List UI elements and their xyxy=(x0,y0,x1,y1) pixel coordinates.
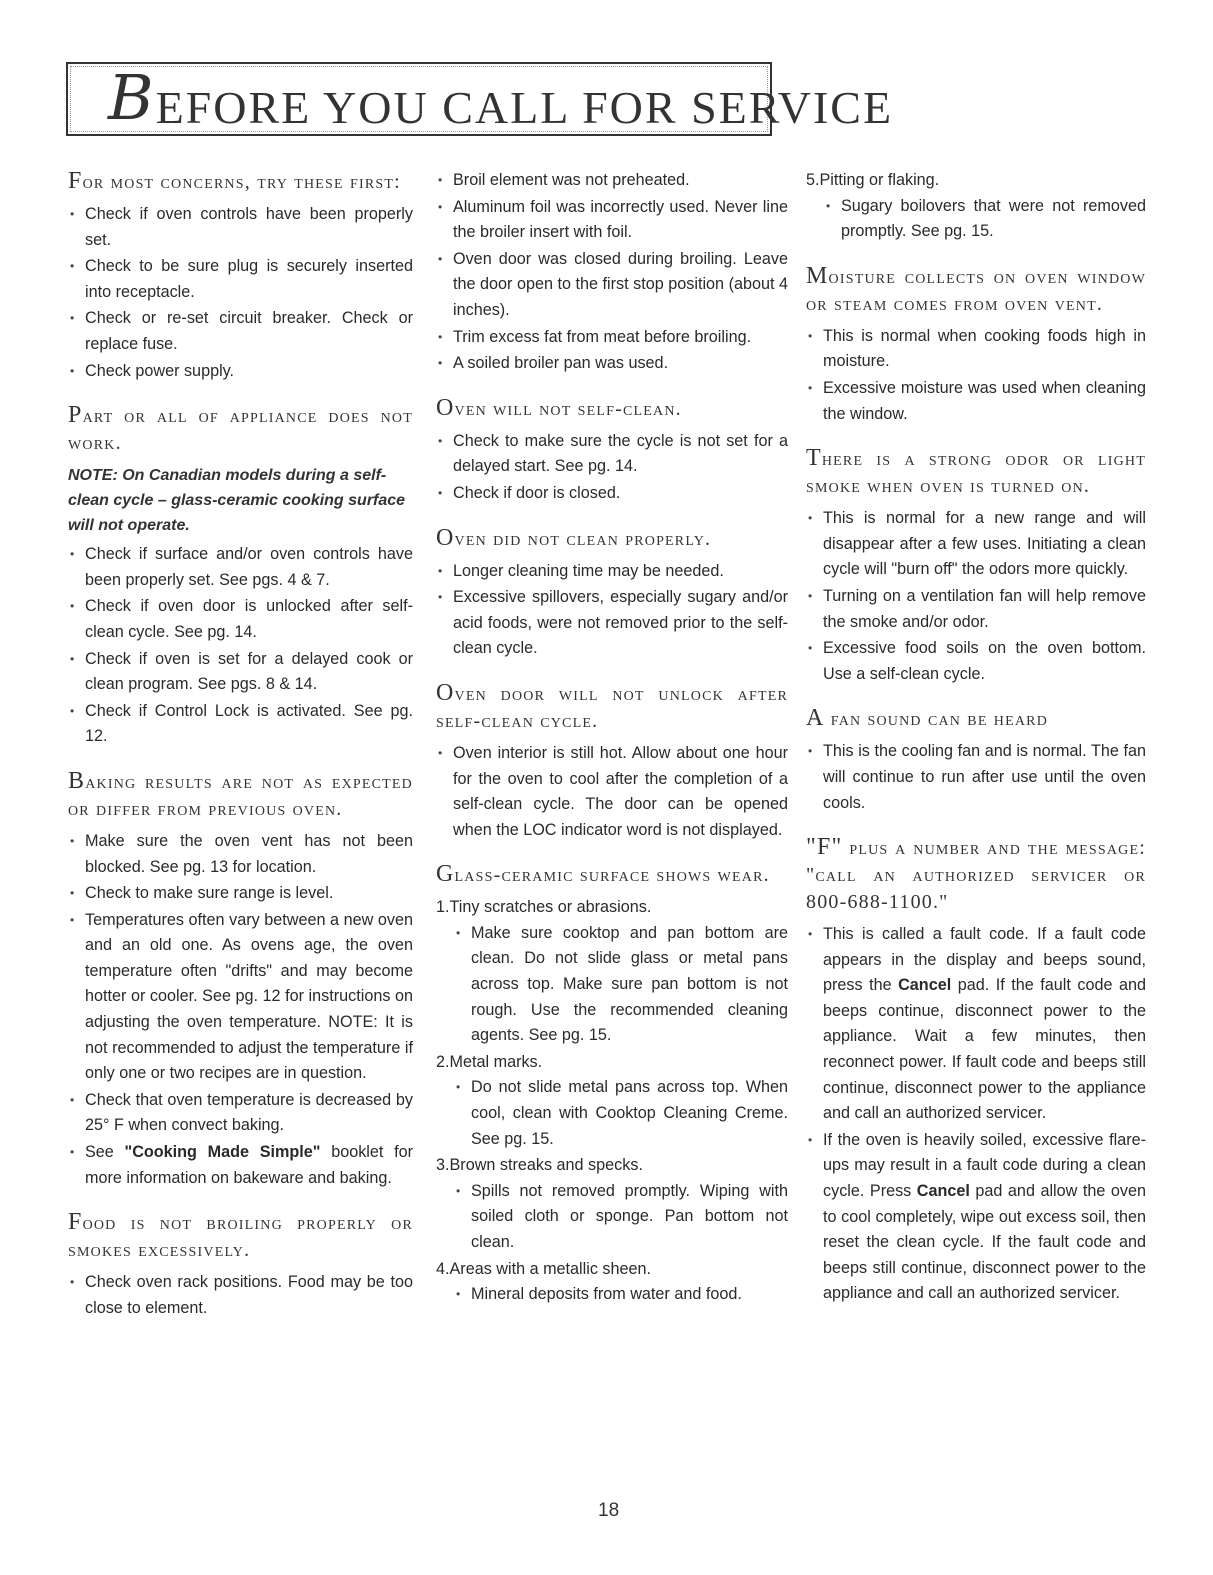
list-item: • Sugary boilovers that were not removed promptly. See pg. 15. xyxy=(824,194,1146,245)
list-item: • Check oven rack positions. Food may be too close to element. xyxy=(68,1270,413,1321)
page-number: 18 xyxy=(598,1500,620,1521)
title-banner xyxy=(66,61,894,136)
heading-baking-results: Baking results are not as expected or differ from previous oven. xyxy=(68,767,413,820)
list-fan-sound xyxy=(806,739,1146,816)
list-item: • This is the cooling fan and is normal. The fan will continue to run after use until the oven cools. xyxy=(806,739,1146,816)
heading-moisture: Moisture collects on oven window or steam comes from oven vent. xyxy=(806,262,1146,315)
heading-most-concerns: For most concerns, try these first: xyxy=(68,168,401,194)
fault2-text-a: If the oven is heavily soiled, excessive flare-ups may result in a fault code during a clean cycle. Press xyxy=(823,1130,1146,1201)
sublist-5 xyxy=(806,194,1146,245)
sublist-3 xyxy=(436,1179,788,1256)
list-item: • Turning on a ventilation fan will help remove the smoke and/or odor. xyxy=(806,584,1146,635)
list-appliance-not-work xyxy=(68,542,413,750)
heading-door-no-unlock: Oven door will not unlock after self-clean cycle. xyxy=(436,679,788,732)
list-item: • Oven interior is still hot. Allow about one hour for the oven to cool after the completion of a self-clean cycle. The door can be opened when the LOC indicator word is not displayed. xyxy=(436,741,788,843)
sublist-1 xyxy=(436,921,788,1049)
list-item: • Trim excess fat from meat before broiling. xyxy=(436,325,788,351)
list-item: • Check to be sure plug is securely inserted into receptacle. xyxy=(68,254,413,305)
list-item: • Check or re-set circuit breaker. Check or replace fuse. xyxy=(68,306,413,357)
sublist-4 xyxy=(436,1282,788,1308)
title-rest: EFORE YOU CALL FOR SERVICE xyxy=(155,82,894,133)
list-item: • Longer cleaning time may be needed. xyxy=(436,559,788,585)
title-initial: B xyxy=(108,61,156,134)
list-item: • Check if oven door is unlocked after self-clean cycle. See pg. 14. xyxy=(68,594,413,645)
numbered-item-3: 3.Brown streaks and specks. xyxy=(436,1156,643,1175)
list-item: • Spills not removed promptly. Wiping with soiled cloth or sponge. Pan bottom not clean. xyxy=(454,1179,788,1256)
list-broiling-continued xyxy=(436,168,788,377)
list-item: • Do not slide metal pans across top. When cool, clean with Cooktop Cleaning Creme. See pg. 15. xyxy=(454,1075,788,1152)
heading-glass-ceramic-wear: Glass-ceramic surface shows wear. xyxy=(436,861,770,888)
list-item: • Make sure cooktop and pan bottom are clean. Do not slide glass or metal pans across top. Make sure pan bottom is not rough. Use the recommended cleaning agents. See pg. 15. xyxy=(454,921,788,1049)
list-item: • Check to make sure range is level. xyxy=(68,881,413,907)
list-item: • Check if Control Lock is activated. See pg. 12. xyxy=(68,699,413,750)
list-not-clean-properly xyxy=(436,559,788,662)
numbered-item-1: 1.Tiny scratches or abrasions. xyxy=(436,898,652,917)
list-item-booklet xyxy=(68,1140,413,1191)
sublist-2 xyxy=(436,1075,788,1152)
list-item: • Make sure the oven vent has not been blocked. See pg. 13 for location. xyxy=(68,829,413,880)
list-item: • Oven door was closed during broiling. Leave the door open to the first stop position (about 4 inches). xyxy=(436,247,788,324)
list-item: • Excessive moisture was used when cleaning the window. xyxy=(806,376,1146,427)
page-title xyxy=(108,61,894,138)
list-fault-code xyxy=(806,922,1146,1307)
list-item: • Check that oven temperature is decreased by 25° F when convect baking. xyxy=(68,1088,413,1139)
list-item: • Excessive food soils on the oven bottom. Use a self-clean cycle. xyxy=(806,636,1146,687)
list-item: • A soiled broiler pan was used. xyxy=(436,351,788,377)
list-food-broiling xyxy=(68,1270,413,1321)
column-1 xyxy=(68,168,413,1322)
list-item: • Broil element was not preheated. xyxy=(436,168,788,194)
list-item: • Check if oven is set for a delayed cook or clean program. See pgs. 8 & 14. xyxy=(68,647,413,698)
booklet-title: "Cooking Made Simple" xyxy=(124,1143,321,1162)
list-item: • Check to make sure the cycle is not set for a delayed start. See pg. 14. xyxy=(436,429,788,480)
list-item: • Check if surface and/or oven controls have been properly set. See pgs. 4 & 7. xyxy=(68,542,413,593)
heading-appliance-not-work: Part or all of appliance does not work. xyxy=(68,402,413,455)
list-item: • This is normal for a new range and will disappear after a few uses. Initiating a clean cycle will "burn off" the odors more quickly. xyxy=(806,506,1146,583)
numbered-item-4: 4.Areas with a metallic sheen. xyxy=(436,1259,652,1278)
list-door-no-unlock xyxy=(436,741,788,843)
cancel-pad-label: Cancel xyxy=(898,976,952,995)
heading-no-self-clean: Oven will not self-clean. xyxy=(436,394,682,421)
numbered-item-2: 2.Metal marks. xyxy=(436,1052,543,1071)
heading-fan-sound: A fan sound can be heard xyxy=(806,705,1049,732)
list-odor-smoke xyxy=(806,506,1146,687)
column-3 xyxy=(806,168,1146,1308)
list-item: • Excessive spillovers, especially sugary and/or acid foods, were not removed prior to the self-clean cycle. xyxy=(436,585,788,662)
list-item: • Check if door is closed. xyxy=(436,481,788,507)
list-item: • Aluminum foil was incorrectly used. Never line the broiler insert with foil. xyxy=(436,195,788,246)
numbered-item-5: 5.Pitting or flaking. xyxy=(806,171,940,189)
list-item xyxy=(806,922,1146,1127)
list-item: • Check if oven controls have been properly set. xyxy=(68,202,413,253)
list-no-self-clean xyxy=(436,429,788,507)
column-2 xyxy=(436,168,788,1309)
fault-text-a: This is called a fault code. If a fault code appears in the display and beeps sound, press the xyxy=(823,925,1146,995)
list-item: • Temperatures often vary between a new oven and an old one. As ovens age, the oven temperature often "drifts" and may become hotter or cooler. See pg. 12 for instructions on adjusting the oven temperature. NOTE: It is not recommended to adjust the temperature if only one or two recipes are in question. xyxy=(68,908,413,1087)
fault2-text-c: pad and allow the oven to cool completely, wipe out excess soil, then reset the clean cycle. If the fault code and beeps still continue, disconnect power to the appliance and call an authorized servicer. xyxy=(823,1182,1146,1303)
list-moisture xyxy=(806,324,1146,427)
list-item xyxy=(806,1128,1146,1307)
fault-text-c: pad. If the fault code and beeps continue, disconnect power to the appliance. Wait a few minutes, then reconnect power. If fault code and beeps still continue, disconnect power to the appliance and call an authorized servicer. xyxy=(823,976,1146,1123)
booklet-post: booklet for more information on bakeware and baking. xyxy=(85,1143,413,1187)
canadian-note: NOTE: On Canadian models during a self-clean cycle – glass-ceramic cooking surface will not operate. xyxy=(68,467,406,535)
list-item: • Check power supply. xyxy=(68,359,413,385)
booklet-pre: See xyxy=(85,1143,125,1162)
list-item: • Mineral deposits from water and food. xyxy=(454,1282,788,1308)
list-item: • This is normal when cooking foods high in moisture. xyxy=(806,324,1146,375)
heading-odor-smoke: There is a strong odor or light smoke when oven is turned on. xyxy=(806,445,1146,498)
heading-not-clean-properly: Oven did not clean properly. xyxy=(436,524,712,551)
list-baking-results xyxy=(68,829,413,1191)
heading-food-broiling: Food is not broiling properly or smokes excessively. xyxy=(68,1209,413,1262)
list-most-concerns xyxy=(68,202,413,384)
cancel-pad-label: Cancel xyxy=(916,1182,970,1201)
heading-fault-code: "F" plus a number and the message: "call an authorized servicer or 800-688-1100." xyxy=(806,834,1146,914)
